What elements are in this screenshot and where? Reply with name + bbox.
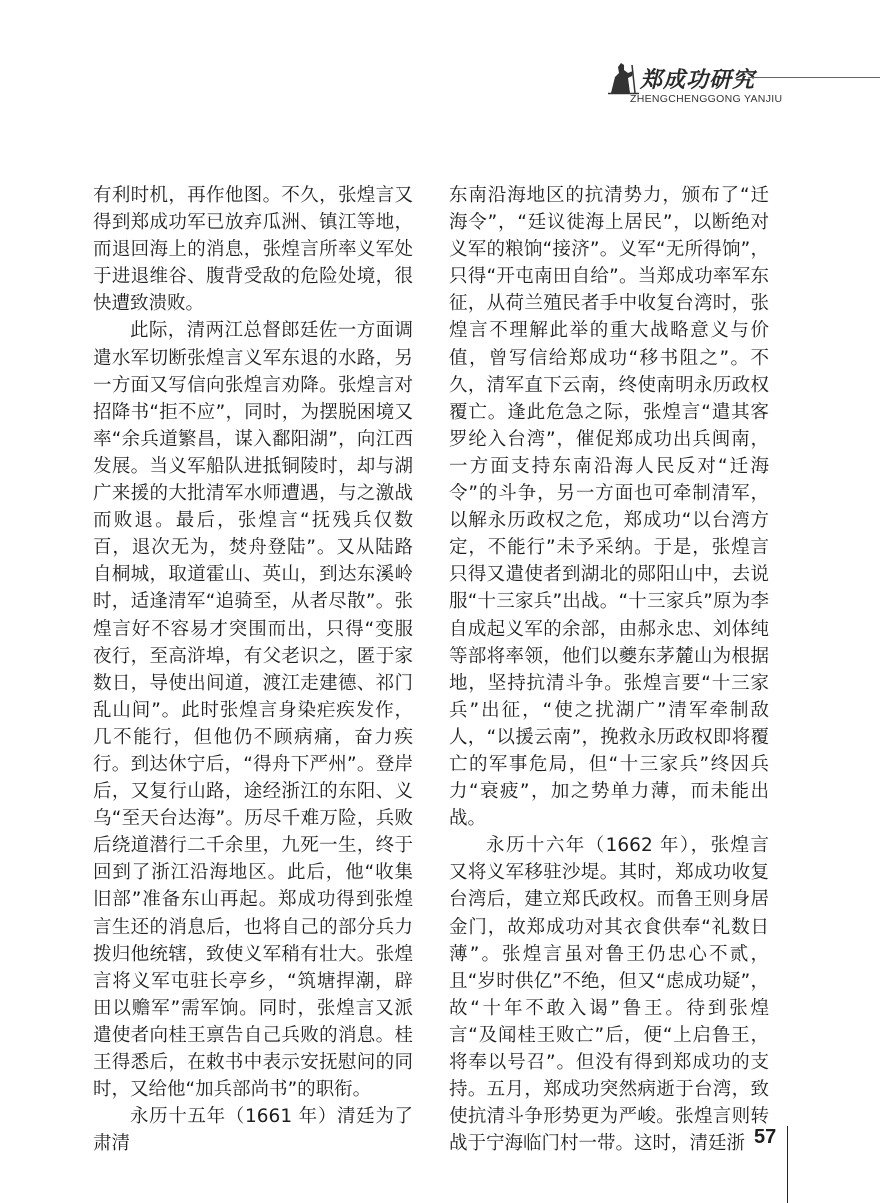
journal-title-pinyin: ZHENGCHENGGONG YANJIU (630, 93, 783, 105)
paragraph: 有利时机，再作他图。不久，张煌言又得到郑成功军已放弃瓜洲、镇江等地，而退回海上的消息，张煌言所率义军处于进退维谷、腹背受敌的危险处境，很快遭致溃败。 (93, 185, 413, 315)
page-number-rule (787, 1126, 788, 1203)
warrior-statue-icon (608, 59, 640, 95)
paragraph: 永历十六年（1662 年），张煌言又将义军移驻沙堤。其时，郑成功收复台湾后，建立郑氏政权。而鲁王则身居金门，故郑成功对其衣食供奉“礼数日薄”。张煌言虽对鲁王仍忠心不贰，且“岁时供亿”不绝，但又“虑成功疑”，故“十年不敢入谒”鲁王。待到张煌言“及闻桂王败亡”后，便“上启鲁王，将奉以号召”。但没有得到郑成功的支持。五月，郑成功突然病逝于台湾，致使抗清斗争形势更为严峻。张煌言则转战于宁海临门村一带。这时，清廷浙 (449, 835, 769, 1155)
paragraph: 此际，清两江总督郎廷佐一方面调遣水军切断张煌言义军东退的水路，另一方面又写信向张煌言劝降。张煌言对招降书“拒不应”，同时，为摆脱困境又率“余兵道繁昌，谋入鄱阳湖”，向江西发展。当义军船队进抵铜陵时，却与湖广来援的大批清军水师遭遇，与之激战而败退。最后，张煌言“抚残兵仅数百，退次无为，焚舟登陆”。又从陆路自桐城，取道霍山、英山，到达东溪岭时，适逢清军“追骑至，从者尽散”。张煌言好不容易才突围而出，只得“变服夜行，至高浒埠，有父老识之，匿于家数日，导使出间道，渡江走建德、祁门乱山间”。此时张煌言身染疟疾发作，几不能行，但他仍不顾病痛，奋力疾行。到达休宁后，“得舟下严州”。登岸后，又复行山路，途经浙江的东阳、义乌“至天台达海”。历尽千难万险，兵败后绕道潜行二千余里，九死一生，终于回到了浙江沿海地区。此后，他“收集旧部”准备东山再起。郑成功得到张煌言生还的消息后，也将自己的部分兵力拨归他统辖，致使义军稍有壮大。张煌言将义军屯驻长亭乡，“筑塘捍潮，辟田以赡军”需军饷。同时，张煌言又派遣使者向桂王禀告自己兵败的消息。桂王得悉后，在敕书中表示安抚慰问的同时，又给他“加兵部尚书”的职衔。 (93, 320, 413, 1101)
paragraph: 东南沿海地区的抗清势力，颁布了“迁海令”，“廷议徙海上居民”，以断绝对义军的粮饷“接济”。义军“无所得饷”，只得“开屯南田自给”。当郑成功率军东征，从荷兰殖民者手中收复台湾时，张煌言不理解此举的重大战略意义与价值，曾写信给郑成功“移书阻之”。不久，清军直下云南，终使南明永历政权覆亡。逢此危急之际，张煌言“遣其客罗纶入台湾”，催促郑成功出兵闽南，一方面支持东南沿海人民反对“迁海令”的斗争，另一方面也可牵制清军，以解永历政权之危，郑成功“以台湾方定，不能行”未予采纳。于是，张煌言只得又遣使者到湖北的郧阳山中，去说服“十三家兵”出战。“十三家兵”原为李自成起义军的余部，由郝永忠、刘体纯等部将率领，他们以夔东茅麓山为根据地，坚持抗清斗争。张煌言要“十三家兵”出征，“使之扰湖广”清军牵制敌人，“以援云南”，挽救永历政权即将覆亡的军事危局，但“十三家兵”终因兵力“衰疲”，加之势单力薄，而未能出战。 (449, 185, 769, 830)
paragraph: 永历十五年（1661 年）清廷为了肃清 (93, 1106, 413, 1155)
page-number: 57 (754, 1126, 777, 1148)
journal-title: 郑成功研究 (640, 68, 756, 93)
header-rule (748, 77, 880, 78)
running-header (600, 55, 880, 110)
left-column (93, 182, 413, 1157)
right-column (449, 182, 769, 1157)
